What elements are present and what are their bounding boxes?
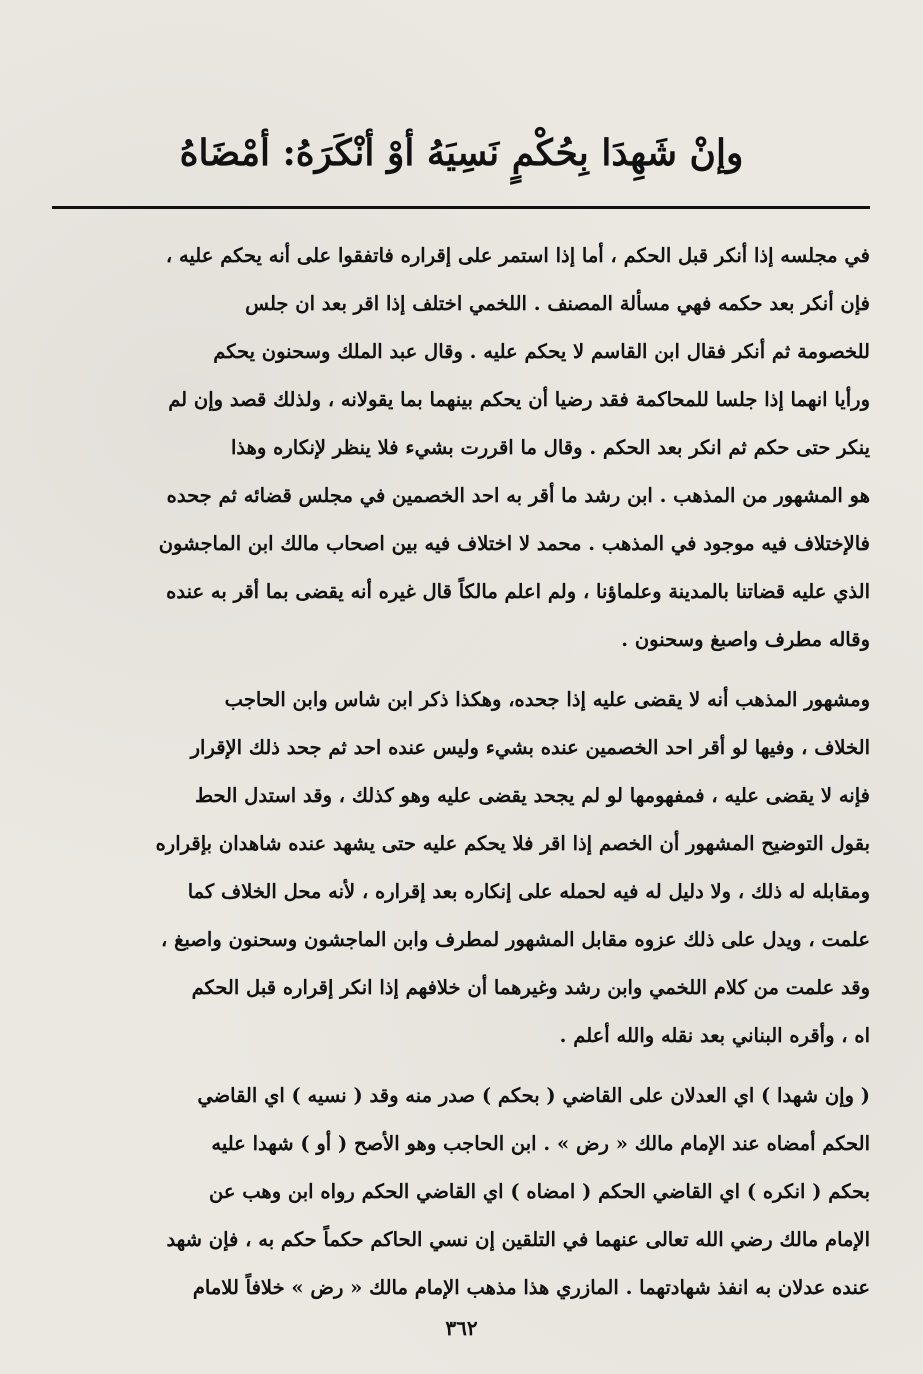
page-number: ٣٦٢ — [445, 1316, 478, 1340]
text-line: الذي عليه قضاتنا بالمدينة وعلماؤنا ، ولم اعلم مالكاً قال غيره أنه يقضى بما أقر به عنده — [166, 580, 870, 603]
paragraph-gap — [52, 664, 870, 676]
text-line: فالإختلاف فيه موجود في المذهب . محمد لا اختلاف فيه بين اصحاب مالك ابن الماجشون — [158, 532, 870, 555]
text-line: ينكر حتى حكم ثم انكر بعد الحكم . وقال ما اقررت بشيء فلا ينظر لإنكاره وهذا — [230, 436, 870, 459]
paragraph — [52, 676, 870, 1060]
text-line: ومشهور المذهب أنه لا يقضى عليه إذا جحده، وهكذا ذكر ابن شاس وابن الحاجب — [224, 688, 870, 711]
header-divider — [52, 206, 870, 209]
text-line: الحكم أمضاه عند الإمام مالك « رض » . ابن الحاجب وهو الأصح ( أو ) شهدا عليه — [211, 1132, 870, 1155]
text-line: وقد علمت من كلام اللخمي وابن رشد وغيرهما أن خلافهم إذا انكر إقراره قبل الحكم — [191, 976, 870, 999]
body-text — [52, 232, 870, 1312]
text-line: للخصومة ثم أنكر فقال ابن القاسم لا يحكم عليه . وقال عبد الملك وسحنون يحكم — [213, 340, 870, 363]
text-line: وقاله مطرف واصبغ وسحنون . — [621, 628, 870, 651]
text-line: بقول التوضيح المشهور أن الخصم إذا اقر فلا يحكم عليه حتى يشهد عنده شاهدان بإقراره — [155, 832, 870, 855]
text-line: بحكم ( انكره ) اي القاضي الحكم ( امضاه ) اي القاضي الحكم رواه ابن وهب عن — [209, 1180, 870, 1203]
text-line: هو المشهور من المذهب . ابن رشد ما أقر به احد الخصمين في مجلس قضائه ثم جحده — [166, 484, 870, 507]
text-line: اه ، وأقره البناني بعد نقله والله أعلم . — [559, 1024, 870, 1047]
text-line: ورأيا انهما إذا جلسا للمحاكمة فقد رضيا أن يحكم بينهما بما يقولانه ، ولذلك قصد وإن لم — [168, 388, 870, 411]
text-line: ( وإن شهدا ) اي العدلان على القاضي ( بحكم ) صدر منه وقد ( نسيه ) اي القاضي — [197, 1084, 870, 1107]
paragraph-gap — [52, 1060, 870, 1072]
text-line: الخلاف ، وفيها لو أقر احد الخصمين عنده بشيء وليس عنده احد ثم جحد ذلك الإقرار — [190, 736, 870, 759]
text-line: فإن أنكر بعد حكمه فهي مسألة المصنف . اللخمي اختلف إذا اقر بعد ان جلس — [245, 292, 870, 315]
text-line: عنده عدلان به انفذ شهادتهما . المازري هذا مذهب الإمام مالك « رض » خلافاً للامام — [192, 1276, 870, 1299]
paragraph — [52, 232, 870, 664]
text-line: علمت ، ويدل على ذلك عزوه مقابل المشهور لمطرف وابن الماجشون وسحنون واصبغ ، — [161, 928, 870, 951]
paragraph — [52, 1072, 870, 1312]
text-line: الإمام مالك رضي الله تعالى عنهما في التلقين إن نسي الحاكم حكماً حكم به ، فإن شهد — [166, 1228, 870, 1251]
text-line: ومقابله له ذلك ، ولا دليل له فيه لحمله على إنكاره بعد إقراره ، لأنه محل الخلاف كما — [187, 880, 870, 903]
text-line: في مجلسه إذا أنكر قبل الحكم ، أما إذا استمر على إقراره فاتفقوا على أنه يحكم عليه ، — [165, 244, 870, 267]
text-line: فإنه لا يقضى عليه ، فمفهومها لو لم يجحد يقضى عليه وهو كذلك ، وقد استدل الحط — [194, 784, 870, 807]
page-title: وإنْ شَهِدَا بِحُكْمٍ نَسِيَهُ أوْ أنْكَرَهُ: أمْضَاهُ — [179, 132, 744, 174]
